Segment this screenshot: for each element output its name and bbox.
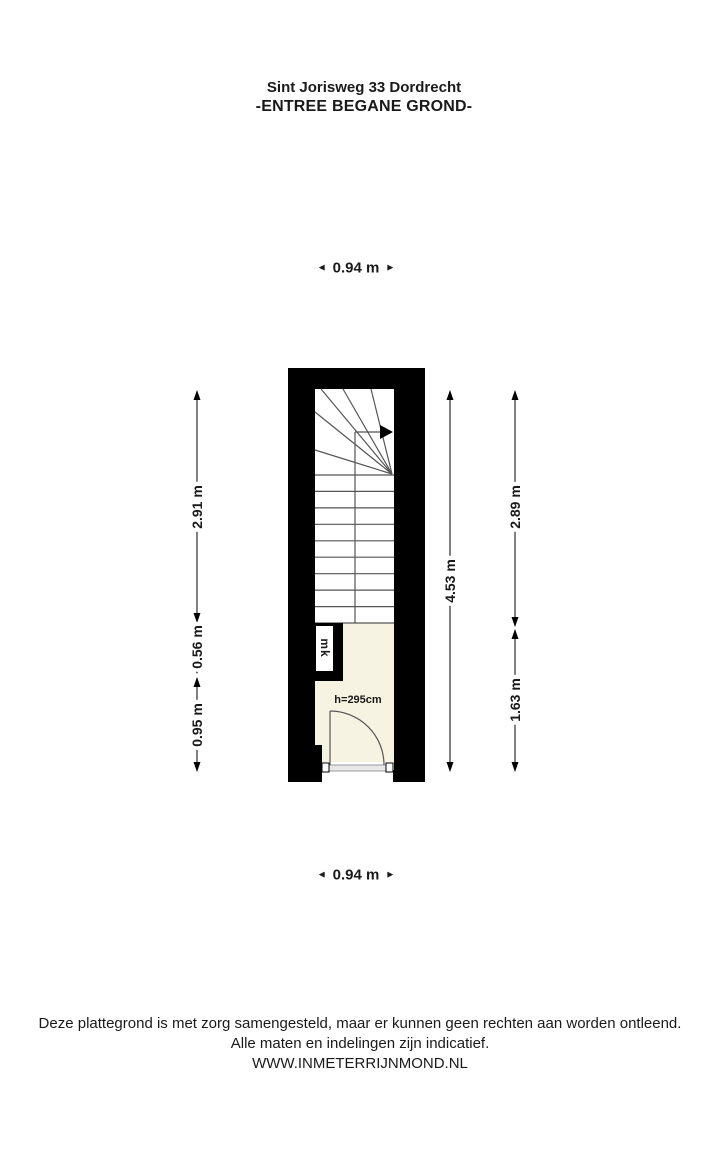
footer-disclaimer (0, 1014, 720, 1074)
dim-label-right-hall: 1.63 m (506, 675, 524, 725)
door-post-left (322, 763, 329, 772)
dim-label-left-stairs: 2.91 m (188, 482, 206, 532)
dim-label-inner-height: 4.53 m (441, 556, 459, 606)
dimension-top-width (317, 260, 396, 277)
dim-label-left-closet: 0.56 m (188, 622, 206, 672)
page-subtitle: -ENTREE BEGANE GROND- (255, 98, 473, 115)
disclaimer-line1: Deze plattegrond is met zorg samengesteld, maar er kunnen geen rechten aan worden ontleend. (38, 1015, 682, 1032)
dim-label-left-hall: 0.95 m (188, 700, 206, 750)
dimension-bottom-width (317, 867, 396, 884)
bottom-left-wall (288, 745, 322, 782)
arrow-left-icon: ◄ (316, 262, 327, 273)
dim-label-right-stairs: 2.89 m (506, 482, 524, 532)
ceiling-height-label: h=295cm (334, 694, 382, 706)
arrow-right-icon: ► (385, 262, 396, 273)
dimension-top-width-label: 0.94 m (332, 259, 380, 277)
door-post-right (386, 763, 393, 772)
disclaimer-line2: Alle maten en indelingen zijn indicatief. (230, 1035, 490, 1052)
meter-closet-label: mk (318, 638, 332, 658)
footer-website: WWW.INMETERRIJNMOND.NL (252, 1055, 468, 1072)
arrow-right-icon: ► (385, 869, 396, 880)
dimension-bottom-width-label: 0.94 m (332, 866, 380, 884)
page-title: Sint Jorisweg 33 Dordrecht (266, 79, 462, 96)
title-block (0, 78, 720, 116)
floor-plan-drawing (180, 360, 545, 800)
arrow-left-icon: ◄ (316, 869, 327, 880)
